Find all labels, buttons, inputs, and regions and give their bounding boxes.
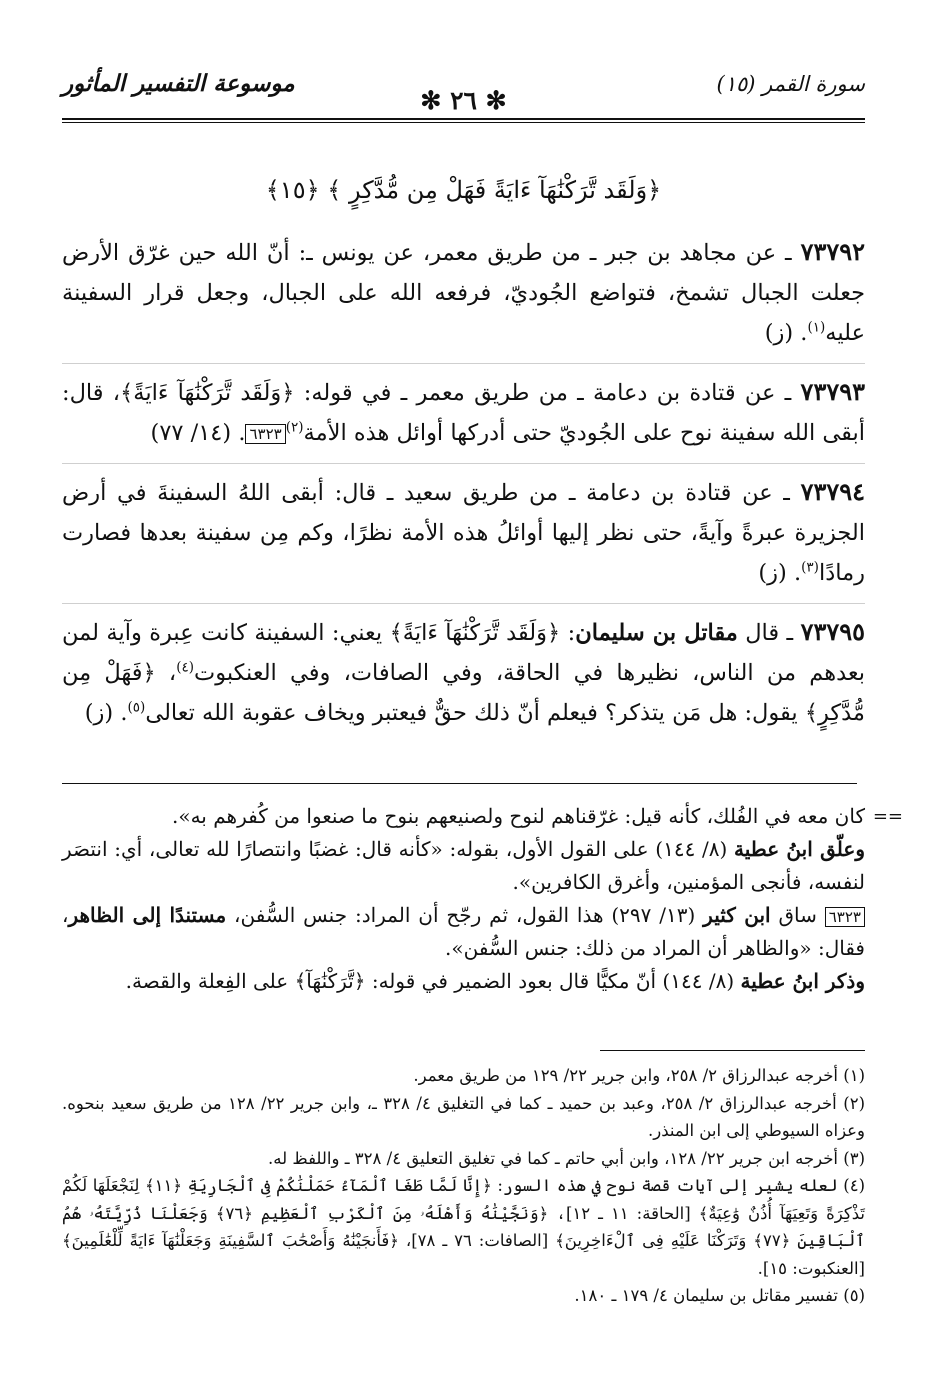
narration-text: ، قال: أبقى الله سفينة نوح على الجُوديّ حتى أدركها أوائل هذه الأمة	[62, 380, 865, 446]
page-number: ٢٦	[450, 86, 477, 115]
narration-text: يقول: هل مَن يتذكر؟ فيعلم أنّ ذلك حقٌّ فيعتبر ويخاف عقوبة الله تعالى	[145, 700, 805, 726]
note-text: (٨/ ١٤٤) على القول الأول، بقوله: «كأنه قال: غضبًا وانتصارًا لله تعالى، أي: انتصَر لنفسه، فأنجى المؤمنين، وأغرق الكافرين».	[62, 837, 865, 894]
note-author: ابن كثير	[703, 903, 771, 927]
footnote: (١) أخرجه عبدالرزاق ٢/ ٢٥٨، وابن جرير ٢٢/ ١٢٩ من طريق معمر.	[413, 1066, 865, 1085]
page-number-group	[406, 86, 520, 115]
notes-separator	[62, 783, 857, 784]
ornament-icon: ✻	[420, 86, 442, 115]
narration-tail: . (ز)	[758, 560, 802, 586]
verse-ref: (١٥)	[716, 72, 756, 96]
note-paragraph	[62, 800, 865, 833]
book-title: موسوعة التفسير المأثور	[62, 70, 295, 97]
note-paragraph	[62, 899, 865, 965]
quran-quote: ﴿وَلَقَد تَّرَكْنَٰهَآ ءَايَةً﴾	[389, 620, 561, 646]
main-text	[62, 170, 865, 751]
narration-tail: . (ز)	[764, 320, 808, 346]
narrator-name: مقاتل بن سليمان	[575, 620, 738, 646]
footnotes	[62, 1062, 865, 1310]
narration-text: ـ عن قتادة بن دعامة ـ من طريق سعيد ـ قال: أبقى اللهُ السفينةَ في أرض الجزيرة عبرةً وآيةً، حتى نظر إليها أوائلُ هذه الأمة نظرًا، وكم مِن سفينة بعدها فصارت رمادًا	[62, 480, 865, 586]
footnote-ref[interactable]: (٥)	[127, 699, 146, 716]
footnote-ref[interactable]: (٣)	[801, 559, 819, 576]
header-rule	[62, 118, 865, 120]
footnote: (٤) لعله يشير إلى آيات قصة نوح في هذه السور: ﴿إِنَّا لَمَّا طَغَا ٱلْمَآءُ حَمَلْنَٰكُمْ فِى ٱلْجَارِيَةِ ﴿١١﴾ لِنَجْعَلَهَا لَكُمْ تَذْكِرَةً وَتَعِيَهَآ أُذُنٌ وَٰعِيَةٌ﴾ [الحاقة: ١١ ـ ١٢]، ﴿وَنَجَّيْنَٰهُ وَأَهْلَهُۥ مِنَ ٱلْكَرْبِ ٱلْعَظِيمِ ﴿٧٦﴾ وَجَعَلْنَا ذُرِّيَّتَهُۥ هُمُ ٱلْبَاقِينَ ﴿٧٧﴾ وَتَرَكْنَا عَلَيْهِ فِى ٱلْءَاخِرِينَ﴾ [الصافات: ٧٦ ـ ٧٨]، ﴿فَأَنجَيْنَٰهُ وَأَصْحَٰبَ ٱلسَّفِينَةِ وَجَعَلْنَٰهَآ ءَايَةً لِّلْعَٰلَمِينَ﴾ [العنكبوت: ١٥].	[62, 1176, 865, 1278]
surah-name: سورة القمر	[762, 72, 865, 96]
narration-number: ٧٣٧٩٢	[800, 237, 866, 266]
cross-ref-box[interactable]: ٦٣٢٣	[245, 424, 285, 444]
note-paragraph	[62, 833, 865, 899]
note-text: ساق	[770, 903, 825, 927]
narration-entry	[62, 372, 865, 464]
ornament-icon: ✻	[485, 86, 507, 115]
note-text: على الفِعلة والقصة.	[125, 969, 295, 993]
footnote: (٥) تفسير مقاتل بن سليمان ٤/ ١٧٩ ـ ١٨٠.	[574, 1286, 865, 1305]
continuation-mark: ==	[872, 806, 903, 827]
note-paragraph	[62, 965, 865, 998]
narration-entry	[62, 232, 865, 364]
commentary-notes	[62, 800, 903, 998]
quran-quote: ﴿فَهَلْ مِن مُّدَّكِرٍ﴾	[62, 660, 865, 726]
note-text: (١٣/ ٢٩٧) هذا القول، ثم رجّح أن المراد: جنس السُّفن،	[226, 903, 704, 927]
verse-heading	[62, 170, 865, 210]
page-header	[62, 68, 865, 115]
narration-intro: ـ عن قتادة بن دعامة ـ من طريق معمر ـ في قوله:	[294, 380, 792, 406]
narration-intro: ـ قال	[737, 620, 794, 646]
narration-text: ـ عن مجاهد بن جبر ـ من طريق معمر، عن يونس ـ: أنّ الله حين غرّق الأرض جعلت الجبال تشمخ، فتواضع الجُوديّ، فرفعه الله على الجبال، وجعل قرار السفينة عليه	[62, 240, 865, 346]
footnotes-separator	[600, 1050, 865, 1051]
footnote: (٣) أخرجه ابن جرير ٢٢/ ١٢٨، وابن أبي حاتم ـ كما في تغليق التعليق ٤/ ٣٢٨ ـ واللفظ له.	[268, 1148, 865, 1168]
note-text: (٨/ ١٤٤) أنّ مكيًّا قال بعود الضمير في قوله:	[365, 969, 741, 993]
footnote: (٢) أخرجه عبدالرزاق ٢/ ٢٥٨، وعبد بن حميد ـ كما في التغليق ٤/ ٣٢٨ ـ، وابن جرير ٢٢/ ١٢٨ من طريق سعيد بنحوه. وعزاه السيوطي إلى ابن المنذر.	[62, 1093, 866, 1140]
narration-number: ٧٣٧٩٥	[800, 617, 866, 646]
footnote-ref[interactable]: (٤)	[176, 659, 195, 676]
verse-number: ﴿١٥﴾	[265, 176, 320, 204]
narration-entry	[62, 472, 865, 604]
narration-colon: :	[560, 620, 576, 646]
header-rule-thin	[62, 122, 865, 123]
narration-number: ٧٣٧٩٣	[800, 377, 865, 406]
narration-entry	[62, 612, 865, 743]
note-text: ، فقال: «والظاهر أن المراد من ذلك: جنس السُّفن».	[62, 903, 865, 960]
narration-tail: . (ز)	[84, 700, 128, 726]
note-text: كان معه في الفُلك، كأنه قيل: غرّقناهم لنوح ولصنيعهم بنوح ما صنعوا من كُفرهم به».	[171, 804, 865, 828]
verse-text: ﴿وَلَقَد تَّرَكْنَٰهَآ ءَايَةً فَهَلْ مِن مُّدَّكِرٍ ﴾	[327, 176, 662, 204]
narration-tail: . (١٤/ ٧٧)	[150, 420, 246, 446]
running-head-surah	[716, 72, 865, 96]
note-emphasis: مستندًا إلى الظاهر	[68, 903, 227, 927]
footnote-ref[interactable]: (٢)	[285, 419, 304, 436]
note-author: وذكر ابنُ عطية	[740, 969, 865, 993]
footnote-ref[interactable]: (١)	[807, 319, 826, 336]
narration-text: ،	[155, 660, 177, 686]
narration-number: ٧٣٧٩٤	[800, 477, 866, 506]
quran-quote: ﴿وَلَقَد تَّرَكْنَٰهَآ ءَايَةً﴾	[120, 380, 295, 406]
narration-text: يعني: السفينة كانت عِبرة وآية لمن بعدهم من الناس، نظيرها في الحاقة، وفي الصافات، وفي العنكبوت	[62, 620, 865, 686]
note-author: وعلّق ابنُ عطية	[734, 837, 865, 861]
cross-ref-box: ٦٣٢٣	[825, 907, 865, 927]
quran-quote: ﴿تَّرَكْنَٰهَآ﴾	[294, 969, 366, 993]
